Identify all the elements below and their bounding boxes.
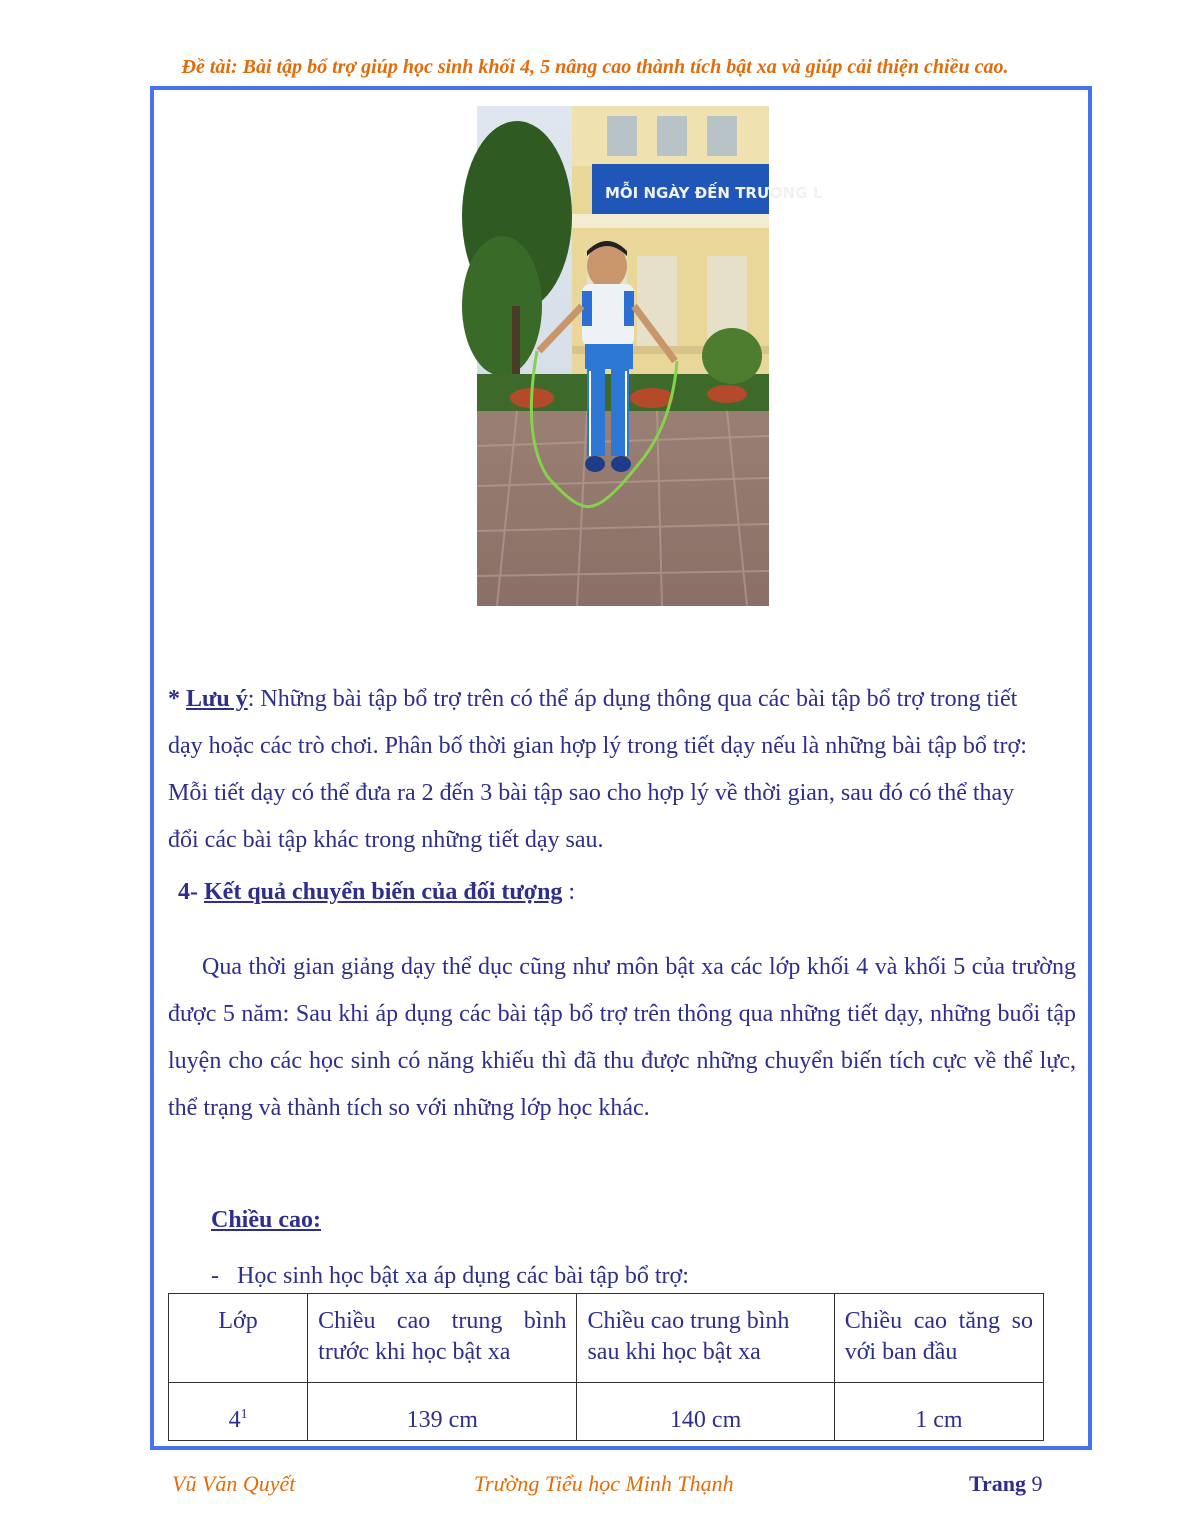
footer-page [969,1471,1043,1497]
cell-height-after: 140 cm [577,1383,834,1441]
height-bullet [211,1263,689,1290]
section-4-number: 4- [178,879,204,905]
cell-height-before: 139 cm [308,1383,577,1441]
cell-class-superscript: 1 [240,1407,248,1422]
bullet-text: Học sinh học bật xa áp dụng các bài tập bổ trợ: [237,1263,689,1289]
table-header-row [169,1294,1044,1383]
result-paragraph: Qua thời gian giảng dạy thể dục cũng như môn bật xa các lớp khối 4 và khối 5 của trường được 5 năm: Sau khi áp dụng các bài tập bổ trợ trên thông qua những tiết dạy, những buổi tập luyện cho các học sinh có năng khiếu thì đã thu được những chuyển biến tích cực về thể lực, thể trạng và thành tích so với những lớp học khác. [168,954,1076,1121]
header-height-after: Chiều cao trung bình sau khi học bật xa [577,1294,834,1383]
document-header-title: Đề tài: Bài tập bổ trợ giúp học sinh khối 4, 5 nâng cao thành tích bật xa và giúp cải thiện chiều cao. [181,56,1009,78]
cell-height-increase: 1 cm [834,1383,1043,1441]
bullet-dash: - [211,1263,219,1289]
table-row [169,1383,1044,1441]
footer-school: Trường Tiểu học Minh Thạnh [474,1471,734,1496]
photo-student-jumping-rope [477,106,823,606]
header-class: Lớp [169,1294,308,1383]
banner-text: MỖI NGÀY ĐẾN TRƯỜNG L [605,184,823,202]
section-4-heading [178,879,575,906]
footer-page-label: Trang [969,1471,1027,1496]
height-section-title: Chiều cao: [211,1207,321,1233]
footer-page-number: 9 [1031,1471,1043,1496]
cell-class [169,1383,308,1441]
note-text: : Những bài tập bổ trợ trên có thể áp dụng thông qua các bài tập bổ trợ trong tiết dạy hoặc các trò chơi. Phân bố thời gian hợp lý trong tiết dạy nếu là những bài tập bổ trợ: Mỗi tiết dạy có thể đưa ra 2 đến 3 bài tập sao cho hợp lý về thời gian, sau đó có thể thay đổi các bài tập khác trong những tiết dạy sau. [168,686,1027,853]
footer-author: Vũ Văn Quyết [172,1471,296,1496]
height-results-table [168,1293,1044,1441]
note-label: Lưu ý [186,686,248,712]
note-paragraph [168,676,1048,864]
header-height-before: Chiều cao trung bình trước khi học bật xa [308,1294,577,1383]
section-4-title: Kết quả chuyển biến của đối tượng [204,879,563,905]
section-4-colon: : [562,879,576,905]
header-height-increase: Chiều cao tăng so với ban đầu [834,1294,1043,1383]
cell-class-value: 4 [228,1407,241,1433]
note-star: * [168,686,186,712]
